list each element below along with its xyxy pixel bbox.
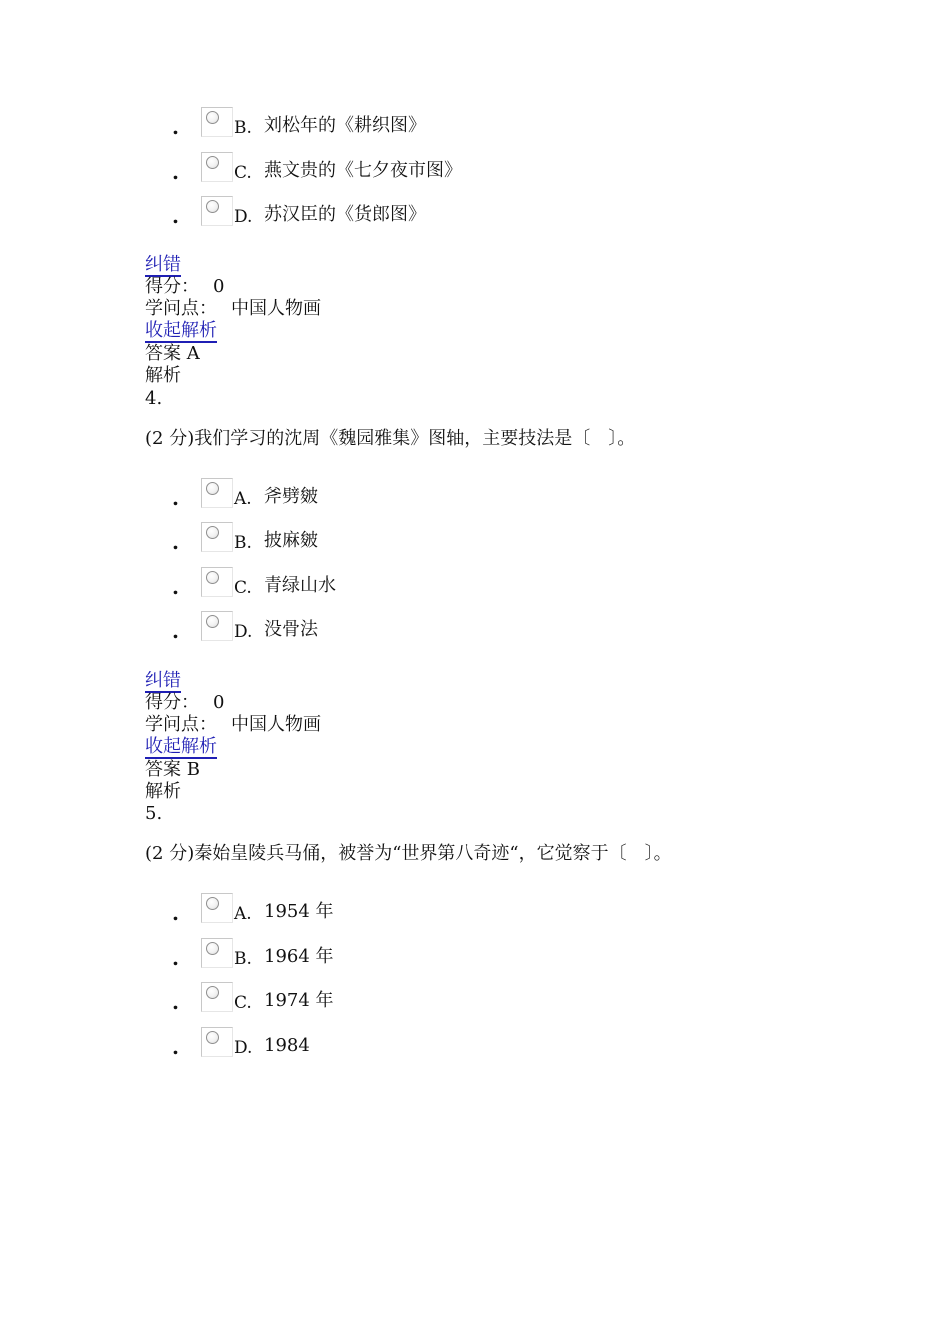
radio-circle-icon (206, 986, 219, 999)
knowledge-point-row (145, 714, 321, 736)
radio-circle-icon (206, 942, 219, 955)
list-bullet: . (172, 901, 179, 925)
radio-circle-icon (206, 571, 219, 584)
list-bullet: . (172, 204, 179, 228)
radio-button[interactable] (201, 567, 233, 597)
report-error-link[interactable]: 纠错 (145, 670, 181, 691)
answer-text: 答案 A (145, 343, 200, 364)
list-bullet: . (172, 619, 179, 643)
knowledge-point-value: 中国人物画 (231, 298, 321, 319)
option-c[interactable] (172, 152, 772, 186)
option-letter: C. (234, 993, 252, 1013)
list-bullet: . (172, 486, 179, 510)
collapse-analysis-link[interactable]: 收起解析 (145, 736, 217, 757)
option-letter: D. (234, 622, 253, 642)
option-text: 披麻皴 (264, 530, 318, 551)
list-bullet: . (172, 530, 179, 554)
option-text: 1964 年 (264, 946, 334, 967)
option-letter: A. (234, 489, 252, 509)
option-text: 1974 年 (264, 990, 334, 1011)
option-letter: D. (234, 1038, 253, 1058)
radio-button[interactable] (201, 522, 233, 552)
radio-button[interactable] (201, 611, 233, 641)
knowledge-point-label: 学问点： (145, 714, 217, 735)
question-stem: (2 分)秦始皇陵兵马俑，被誉为“世界第八奇迹“，它觉察于〔 〕。 (145, 843, 672, 864)
collapse-analysis-row (145, 320, 217, 342)
report-error-row (145, 254, 181, 276)
list-bullet: . (172, 160, 179, 184)
list-bullet: . (172, 575, 179, 599)
knowledge-point-value: 中国人物画 (231, 714, 321, 735)
option-b[interactable] (172, 107, 772, 141)
list-bullet: . (172, 990, 179, 1014)
radio-circle-icon (206, 200, 219, 213)
list-bullet: . (172, 115, 179, 139)
option-c[interactable] (172, 982, 772, 1016)
collapse-analysis-row (145, 736, 217, 758)
analysis-label: 解析 (145, 365, 181, 386)
list-bullet: . (172, 946, 179, 970)
answer-text: 答案 B (145, 759, 200, 780)
radio-button[interactable] (201, 196, 233, 226)
collapse-analysis-link[interactable]: 收起解析 (145, 320, 217, 341)
radio-circle-icon (206, 1031, 219, 1044)
knowledge-point-label: 学问点： (145, 298, 217, 319)
score-label: 得分： (145, 276, 199, 297)
option-text: 斧劈皴 (264, 486, 318, 507)
option-letter: B. (234, 118, 252, 138)
option-text: 苏汉臣的《货郎图》 (264, 204, 426, 225)
report-error-row (145, 670, 181, 692)
option-letter: C. (234, 163, 252, 183)
radio-button[interactable] (201, 152, 233, 182)
option-letter: A. (234, 904, 252, 924)
question-number: 4. (145, 388, 163, 409)
option-letter: B. (234, 949, 252, 969)
option-d[interactable] (172, 611, 772, 645)
option-a[interactable] (172, 478, 772, 512)
score-label: 得分： (145, 692, 199, 713)
radio-circle-icon (206, 111, 219, 124)
option-d[interactable] (172, 1027, 772, 1061)
radio-circle-icon (206, 615, 219, 628)
analysis-label: 解析 (145, 781, 181, 802)
option-text: 青绿山水 (264, 575, 336, 596)
radio-button[interactable] (201, 982, 233, 1012)
radio-button[interactable] (201, 893, 233, 923)
option-text: 没骨法 (264, 619, 318, 640)
option-b[interactable] (172, 938, 772, 972)
option-b[interactable] (172, 522, 772, 556)
option-text: 燕文贵的《七夕夜市图》 (264, 160, 462, 181)
option-a[interactable] (172, 893, 772, 927)
question-stem: (2 分)我们学习的沈周《魏园雅集》图轴，主要技法是〔 〕。 (145, 428, 636, 449)
option-text: 1984 (264, 1035, 310, 1056)
option-c[interactable] (172, 567, 772, 601)
radio-circle-icon (206, 526, 219, 539)
radio-button[interactable] (201, 1027, 233, 1057)
report-error-link[interactable]: 纠错 (145, 254, 181, 275)
list-bullet: . (172, 1035, 179, 1059)
question-number: 5. (145, 803, 163, 824)
score-row (145, 276, 224, 298)
radio-button[interactable] (201, 938, 233, 968)
radio-button[interactable] (201, 478, 233, 508)
option-text: 刘松年的《耕织图》 (264, 115, 426, 136)
score-value: 0 (213, 692, 225, 713)
score-value: 0 (213, 276, 225, 297)
option-letter: C. (234, 578, 252, 598)
radio-circle-icon (206, 156, 219, 169)
radio-circle-icon (206, 482, 219, 495)
option-letter: D. (234, 207, 253, 227)
knowledge-point-row (145, 298, 321, 320)
score-row (145, 692, 224, 714)
option-d[interactable] (172, 196, 772, 230)
option-letter: B. (234, 533, 252, 553)
radio-circle-icon (206, 897, 219, 910)
radio-button[interactable] (201, 107, 233, 137)
option-text: 1954 年 (264, 901, 334, 922)
